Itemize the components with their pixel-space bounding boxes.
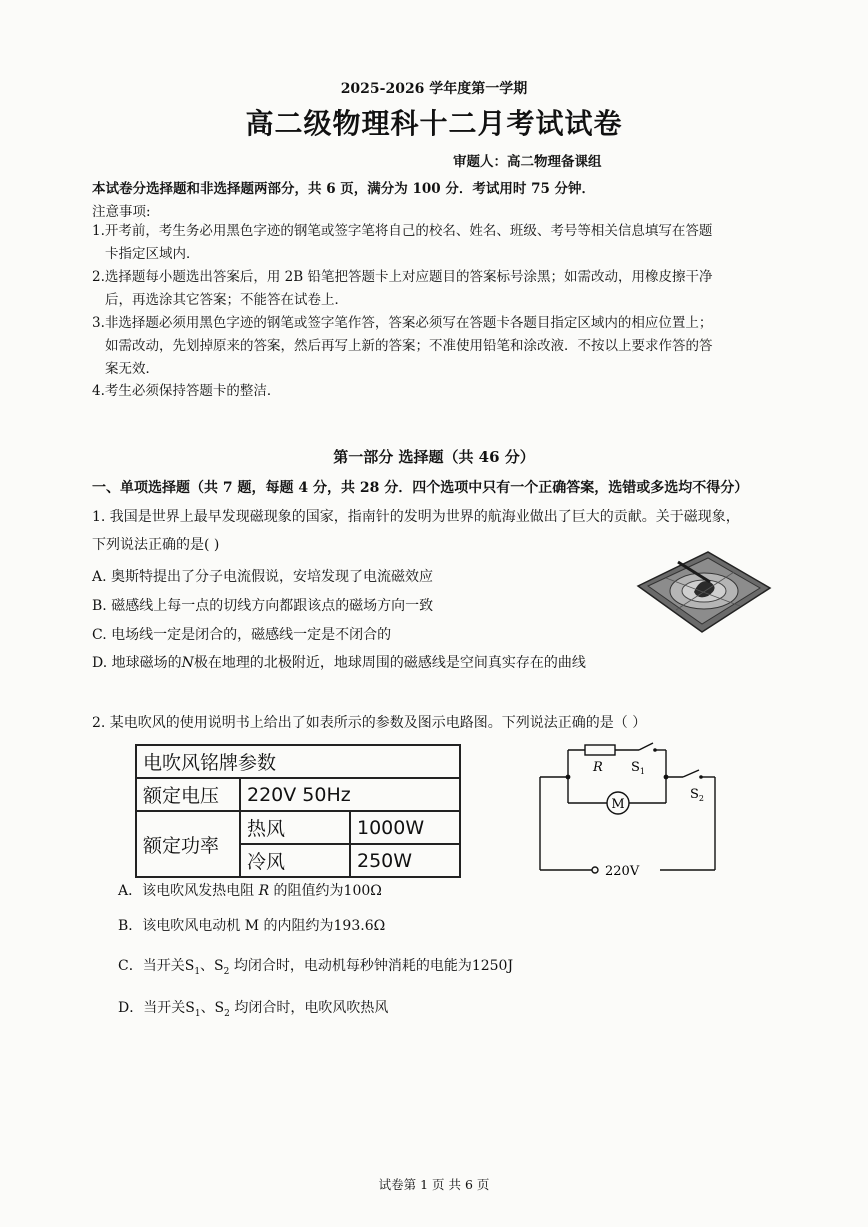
note-line: 如需改动，先划掉原来的答案，然后再写上新的答案；不准使用铅笔和涂改液．不按以上要求作答的答 <box>105 338 713 354</box>
power-label: 额定功率 <box>136 811 240 877</box>
note-line: 卡指定区域内． <box>105 246 200 262</box>
notes-title: 注意事项: <box>92 204 151 220</box>
circuit-s2-label <box>690 787 704 803</box>
note-item <box>92 220 782 266</box>
q2-option-d-post: 均闭合时，电吹风吹热风 <box>229 1000 389 1016</box>
q2-option-d <box>118 997 388 1019</box>
note-line: 后，再选涂其它答案；不能答在试卷上． <box>105 292 348 308</box>
voltage-label: 额定电压 <box>136 778 240 811</box>
q2-option-c <box>118 955 513 977</box>
reviewer: 审题人：高二物理备课组 <box>453 154 602 170</box>
q1-option-d-post: 极在地理的北极附近，地球周围的磁感线是空间真实存在的曲线 <box>193 655 586 671</box>
circuit-s1-letter: S <box>631 760 640 775</box>
q2-option-d-s2: 2 <box>224 1008 230 1019</box>
note-item <box>92 380 782 403</box>
note-line: 1.开考前，考生务必用黑色字迹的钢笔或签字笔将自己的校名、姓名、班级、考号等相关信息填写在答题 <box>92 223 713 239</box>
q1-option-a: A. 奥斯特提出了分子电流假说，安培发现了电流磁效应 <box>92 569 434 585</box>
circuit-s1-sub: 1 <box>639 767 645 776</box>
q1-option-d <box>92 652 586 672</box>
q1-option-c: C. 电场线一定是闭合的，磁感线一定是不闭合的 <box>92 627 392 643</box>
hot-value: 1000W <box>350 811 460 844</box>
q1-option-b: B. 磁感线上每一点的切线方向都跟该点的磁场方向一致 <box>92 598 434 614</box>
note-line: 案无效． <box>105 361 159 377</box>
cold-value: 250W <box>350 844 460 877</box>
exam-title: 高二级物理科十二月考试试卷 <box>245 107 623 140</box>
circuit-s2-letter: S <box>690 787 699 802</box>
q2-option-c-pre: C．当开关S <box>118 958 195 974</box>
circuit-r-label: R <box>593 760 603 775</box>
note-line: 2.选择题每小题选出答案后，用 2B 铅笔把答题卡上对应题目的答案标号涂黑；如需改动，用橡皮擦干净 <box>92 269 713 285</box>
q2-option-a-r: R <box>258 883 270 899</box>
note-item <box>92 312 782 381</box>
section-heading: 一、单项选择题（共 7 题，每题 4 分，共 28 分．四个选项中只有一个正确答案，选错或多选均不得分） <box>92 480 749 496</box>
q2-option-c-mid: 、S <box>200 958 224 974</box>
q2-option-d-pre: D．当开关S <box>118 1000 195 1016</box>
hot-label: 热风 <box>240 811 350 844</box>
q2-option-a-pre: A．该电吹风发热电阻 <box>118 883 259 899</box>
page-footer: 试卷第 1 页 共 6 页 <box>378 1177 490 1192</box>
part-heading: 第一部分 选择题（共 46 分） <box>333 448 535 466</box>
circuit-supply-label: 220V <box>605 864 640 879</box>
q2-stem: 2. 某电吹风的使用说明书上给出了如表所示的参数及图示电路图。下列说法正确的是（ ） <box>92 715 647 731</box>
circuit-s2-sub: 2 <box>698 794 704 803</box>
q2-option-d-mid: 、S <box>200 1000 225 1016</box>
q1-option-d-n: N <box>181 655 194 671</box>
compass-image <box>636 548 772 634</box>
q1-stem-cont: 下列说法正确的是( ) <box>92 537 220 553</box>
circuit-diagram <box>535 740 725 882</box>
q2-option-c-post: 均闭合时，电动机每秒钟消耗的电能为1250J <box>229 958 514 974</box>
school-year: 2025-2026 学年度第一学期 <box>340 81 528 97</box>
intro-text: 本试卷分选择题和非选择题两部分，共 6 页，满分为 100 分．考试用时 75 分钟． <box>92 181 596 197</box>
q1-option-d-pre: D. 地球磁场的 <box>92 655 182 671</box>
note-line: 4.考生必须保持答题卡的整洁． <box>92 383 281 399</box>
note-item <box>92 266 782 312</box>
q2-option-c-s1: 1 <box>194 966 201 977</box>
q2-option-a <box>118 880 382 900</box>
q2-option-b: B．该电吹风电动机 M 的内阻约为193.6Ω <box>118 918 386 934</box>
q2-option-d-s1: 1 <box>194 1008 201 1019</box>
circuit-m-label: M <box>611 797 625 812</box>
note-line: 3.非选择题必须用黑色字迹的钢笔或签字笔作答，答案必须写在答题卡各题目指定区域内的相应位置上； <box>92 315 713 331</box>
q1-stem: 1. 我国是世界上最早发现磁现象的国家，指南针的发明为世界的航海业做出了巨大的贡献。关于磁现象， <box>92 509 740 525</box>
voltage-value: 220V 50Hz <box>240 778 460 811</box>
cold-label: 冷风 <box>240 844 350 877</box>
nameplate-title: 电吹风铭牌参数 <box>136 745 460 778</box>
q2-option-a-post: 的阻值约为100Ω <box>269 883 382 899</box>
nameplate-table <box>135 744 461 878</box>
circuit-s1-label <box>631 760 645 776</box>
q2-option-c-s2: 2 <box>223 966 230 977</box>
